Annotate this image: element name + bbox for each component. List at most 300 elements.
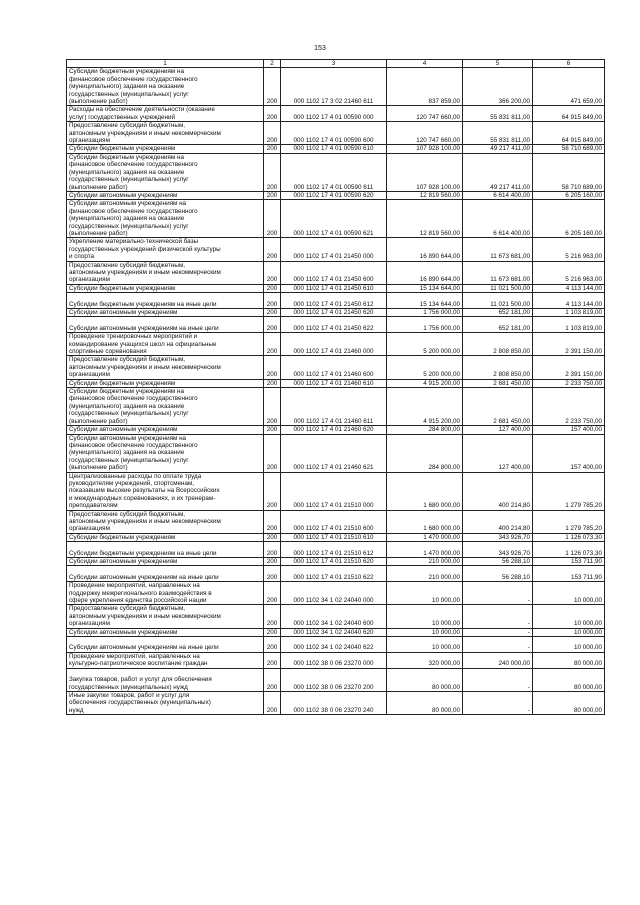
table-row xyxy=(67,510,605,533)
row-remaining-amount xyxy=(533,605,605,628)
row-classification-code-text: 000 1102 17 4 01 21510 612 xyxy=(293,549,374,557)
row-approved-amount xyxy=(387,145,463,153)
row-description xyxy=(67,200,264,238)
row-group-code-text: 200 xyxy=(266,660,278,668)
row-description-text: Укрепление материально-технической базы государственных учреждений физической культуры и спорта xyxy=(69,238,221,261)
table-row xyxy=(67,542,605,558)
row-approved-amount-text: 10 000,00 xyxy=(431,644,460,652)
row-remaining-amount-text: 10 000,00 xyxy=(573,628,602,636)
row-group-code-text: 200 xyxy=(266,183,278,191)
table-row xyxy=(67,628,605,636)
row-executed-amount-text: - xyxy=(527,644,530,652)
row-classification-code xyxy=(281,238,387,261)
row-executed-amount-text: - xyxy=(527,706,530,714)
row-group-code xyxy=(264,434,281,472)
row-classification-code-text: 000 1102 38 0 06 23270 200 xyxy=(293,683,374,691)
row-remaining-amount xyxy=(533,668,605,691)
row-description xyxy=(67,145,264,153)
row-executed-amount xyxy=(463,200,533,238)
row-executed-amount-text: 400 214,80 xyxy=(498,502,530,510)
row-executed-amount xyxy=(463,309,533,317)
row-approved-amount xyxy=(387,434,463,472)
row-description xyxy=(67,434,264,472)
row-remaining-amount-text: 2 391 150,00 xyxy=(565,371,602,379)
row-approved-amount xyxy=(387,582,463,605)
row-group-code-text: 200 xyxy=(266,379,278,387)
row-remaining-amount xyxy=(533,191,605,199)
row-approved-amount-text: 210 000,00 xyxy=(428,558,460,565)
row-group-code-text: 200 xyxy=(266,683,278,691)
row-executed-amount xyxy=(463,122,533,145)
row-approved-amount-text: 4 915 200,00 xyxy=(423,379,460,387)
row-approved-amount-text: 16 890 644,00 xyxy=(419,276,460,284)
row-group-code-text: 200 xyxy=(266,706,278,714)
row-remaining-amount-text: 58 710 689,00 xyxy=(561,183,602,191)
row-group-code xyxy=(264,309,281,317)
row-description-text: Субсидии бюджетным учреждениям на иные цели xyxy=(69,549,217,557)
row-classification-code xyxy=(281,293,387,309)
row-classification-code-text: 000 1102 17 4 01 21460 610 xyxy=(293,379,374,387)
row-description-text: Централизованные расходы по оплате труда руководителям учреждений, спортсменам, показавшим высокие результаты на Всероссийских и международных соревнованиях, и их тренерам- преподавателям xyxy=(69,472,220,510)
row-description-text: Субсидии бюджетным учреждениям на финансовое обеспечение государственного (муниципального) задания на оказание государственных (муниципальных) услуг (выполнение работ) xyxy=(69,68,198,106)
column-header-6: 6 xyxy=(533,60,605,68)
row-group-code-text: 200 xyxy=(266,533,278,541)
row-remaining-amount xyxy=(533,145,605,153)
row-remaining-amount xyxy=(533,106,605,122)
row-approved-amount xyxy=(387,691,463,714)
row-description-text: Предоставление субсидий бюджетным, автономным учреждениям и иным некоммерческим организациям xyxy=(69,261,221,284)
row-description-text: Субсидии автономным учреждениям xyxy=(69,426,178,434)
row-description-text: Субсидии бюджетным учреждениям xyxy=(69,145,176,153)
row-classification-code xyxy=(281,153,387,191)
row-group-code xyxy=(264,652,281,668)
row-classification-code xyxy=(281,566,387,582)
row-approved-amount xyxy=(387,191,463,199)
row-classification-code-text: 000 1102 17 4 01 21460 600 xyxy=(293,371,374,379)
row-approved-amount-text: 1 756 000,00 xyxy=(423,324,460,332)
row-remaining-amount xyxy=(533,628,605,636)
row-description-text: Предоставление субсидий бюджетным, автономным учреждениям и иным некоммерческим организациям xyxy=(69,510,221,533)
row-executed-amount-text: 6 614 400,00 xyxy=(493,191,530,199)
row-remaining-amount-text: 6 205 160,00 xyxy=(565,191,602,199)
row-description-text: Предоставление субсидий бюджетным, автономным учреждениям и иным некоммерческим организациям xyxy=(69,122,221,145)
row-executed-amount-text: - xyxy=(527,683,530,691)
row-description xyxy=(67,533,264,541)
row-executed-amount xyxy=(463,582,533,605)
row-group-code xyxy=(264,238,281,261)
column-header-2: 2 xyxy=(264,60,281,68)
row-approved-amount xyxy=(387,106,463,122)
row-group-code xyxy=(264,317,281,333)
row-classification-code xyxy=(281,691,387,714)
row-approved-amount xyxy=(387,542,463,558)
row-group-code xyxy=(264,106,281,122)
row-remaining-amount-text: 153 711,90 xyxy=(570,558,602,565)
row-description xyxy=(67,379,264,387)
row-description-text: Субсидии бюджетным учреждениям xyxy=(69,379,176,387)
table-row xyxy=(67,582,605,605)
row-remaining-amount-text: 2 233 750,00 xyxy=(565,417,602,425)
row-description-text: Субсидии бюджетным учреждениям xyxy=(69,533,176,541)
row-executed-amount-text: 127 400,00 xyxy=(498,426,530,434)
row-description xyxy=(67,309,264,317)
row-description xyxy=(67,106,264,122)
table-row xyxy=(67,668,605,691)
row-executed-amount-text: 2 808 850,00 xyxy=(493,371,530,379)
row-classification-code xyxy=(281,333,387,356)
row-group-code xyxy=(264,68,281,106)
row-remaining-amount xyxy=(533,379,605,387)
row-executed-amount xyxy=(463,426,533,434)
row-classification-code-text: 000 1102 17 4 01 21460 621 xyxy=(293,464,374,472)
table-row xyxy=(67,106,605,122)
row-group-code-text: 200 xyxy=(266,276,278,284)
row-description xyxy=(67,558,264,566)
table-row xyxy=(67,238,605,261)
table-row xyxy=(67,309,605,317)
row-remaining-amount xyxy=(533,200,605,238)
row-classification-code xyxy=(281,582,387,605)
row-description-text: Субсидии автономным учреждениям xyxy=(69,558,178,565)
row-executed-amount xyxy=(463,533,533,541)
row-group-code xyxy=(264,628,281,636)
table-row xyxy=(67,426,605,434)
row-classification-code xyxy=(281,533,387,541)
row-approved-amount xyxy=(387,356,463,379)
row-remaining-amount-text: 1 103 819,00 xyxy=(565,324,602,332)
row-classification-code-text: 000 1102 17 4 01 21450 610 xyxy=(293,284,374,292)
row-group-code-text: 200 xyxy=(266,549,278,557)
row-description-text: Субсидии автономным учреждениям на иные цели xyxy=(69,644,219,652)
row-group-code xyxy=(264,605,281,628)
table-row xyxy=(67,533,605,541)
row-classification-code xyxy=(281,510,387,533)
table-row xyxy=(67,379,605,387)
row-group-code-text: 200 xyxy=(266,502,278,510)
row-group-code-text: 200 xyxy=(266,426,278,434)
row-group-code xyxy=(264,191,281,199)
row-remaining-amount xyxy=(533,309,605,317)
row-description-text: Иные закупки товаров, работ и услуг для обеспечения государственных (муниципальных) нужд xyxy=(69,691,211,714)
row-description-text: Субсидии бюджетным учреждениям на иные цели xyxy=(69,300,217,308)
row-description xyxy=(67,652,264,668)
row-remaining-amount-text: 471 659,00 xyxy=(570,98,602,106)
row-classification-code-text: 000 1102 17 4 01 00590 611 xyxy=(293,183,374,191)
row-approved-amount-text: 12 819 560,00 xyxy=(419,229,460,237)
row-approved-amount-text: 1 680 000,00 xyxy=(423,502,460,510)
row-approved-amount xyxy=(387,293,463,309)
row-group-code xyxy=(264,122,281,145)
row-executed-amount xyxy=(463,145,533,153)
row-executed-amount-text: 11 021 500,00 xyxy=(490,284,530,292)
column-header-3: 3 xyxy=(281,60,387,68)
row-classification-code xyxy=(281,605,387,628)
row-classification-code xyxy=(281,356,387,379)
row-approved-amount-text: 4 915 200,00 xyxy=(423,417,460,425)
row-classification-code-text: 000 1102 34 1 02 24040 000 xyxy=(293,597,374,605)
row-remaining-amount xyxy=(533,153,605,191)
row-classification-code-text: 000 1102 17 4 01 21450 620 xyxy=(293,309,374,316)
row-approved-amount xyxy=(387,200,463,238)
row-remaining-amount xyxy=(533,582,605,605)
row-approved-amount xyxy=(387,558,463,566)
row-approved-amount-text: 284 800,00 xyxy=(428,464,460,472)
row-remaining-amount xyxy=(533,542,605,558)
row-approved-amount xyxy=(387,628,463,636)
row-classification-code-text: 000 1102 17 4 01 21450 000 xyxy=(293,253,374,261)
row-classification-code-text: 000 1102 17 4 01 21450 600 xyxy=(293,276,374,284)
row-executed-amount-text: 55 831 811,00 xyxy=(490,113,530,121)
row-approved-amount-text: 5 200 000,00 xyxy=(423,348,460,356)
row-classification-code xyxy=(281,637,387,653)
row-group-code-text: 200 xyxy=(266,253,278,261)
row-remaining-amount-text: 1 279 785,20 xyxy=(565,502,602,510)
row-classification-code-text: 000 1102 17 4 01 00590 620 xyxy=(293,191,374,199)
row-classification-code-text: 000 1102 17 3 02 21460 611 xyxy=(293,98,374,106)
row-remaining-amount-text: 80 000,00 xyxy=(573,683,602,691)
row-classification-code xyxy=(281,388,387,426)
row-group-code-text: 200 xyxy=(266,98,278,106)
row-group-code-text: 200 xyxy=(266,628,278,636)
row-description-text: Закупка товаров, работ и услуг для обеспечения государственных (муниципальных) нужд xyxy=(69,676,212,691)
table-row xyxy=(67,200,605,238)
row-description xyxy=(67,68,264,106)
row-group-code xyxy=(264,379,281,387)
row-remaining-amount xyxy=(533,533,605,541)
row-approved-amount xyxy=(387,388,463,426)
row-classification-code xyxy=(281,122,387,145)
row-group-code-text: 200 xyxy=(266,191,278,199)
row-group-code-text: 200 xyxy=(266,145,278,153)
row-description-text: Субсидии автономным учреждениям xyxy=(69,191,178,199)
row-executed-amount xyxy=(463,333,533,356)
row-executed-amount-text: 49 217 411,00 xyxy=(490,183,530,191)
row-classification-code-text: 000 1102 17 4 01 21510 600 xyxy=(293,525,374,533)
row-classification-code-text: 000 1102 17 4 01 21460 620 xyxy=(293,426,374,434)
row-description-text: Субсидии автономным учреждениям на иные цели xyxy=(69,324,219,332)
row-group-code xyxy=(264,356,281,379)
row-executed-amount-text: 366 200,00 xyxy=(498,98,530,106)
row-executed-amount xyxy=(463,434,533,472)
row-executed-amount xyxy=(463,637,533,653)
row-remaining-amount-text: 4 113 144,00 xyxy=(565,300,602,308)
row-executed-amount-text: 127 400,00 xyxy=(498,464,530,472)
row-executed-amount-text: 2 808 850,00 xyxy=(493,348,530,356)
row-executed-amount-text: 652 181,00 xyxy=(498,324,530,332)
row-description xyxy=(67,261,264,284)
row-group-code xyxy=(264,533,281,541)
row-classification-code xyxy=(281,317,387,333)
row-approved-amount-text: 107 928 100,00 xyxy=(416,145,460,153)
row-group-code-text: 200 xyxy=(266,113,278,121)
row-group-code-text: 200 xyxy=(266,309,278,316)
row-group-code xyxy=(264,558,281,566)
row-classification-code xyxy=(281,284,387,292)
row-group-code-text: 200 xyxy=(266,324,278,332)
row-remaining-amount xyxy=(533,472,605,510)
row-group-code xyxy=(264,333,281,356)
row-description xyxy=(67,542,264,558)
row-executed-amount xyxy=(463,628,533,636)
row-approved-amount-text: 15 134 644,00 xyxy=(419,300,460,308)
row-remaining-amount-text: 10 000,00 xyxy=(573,597,602,605)
row-classification-code-text: 000 1102 17 4 01 21450 622 xyxy=(293,324,374,332)
row-approved-amount-text: 120 747 660,00 xyxy=(416,113,460,121)
row-approved-amount-text: 10 000,00 xyxy=(431,620,460,628)
row-group-code xyxy=(264,293,281,309)
row-approved-amount-text: 837 859,00 xyxy=(428,98,460,106)
table-row xyxy=(67,145,605,153)
row-classification-code xyxy=(281,106,387,122)
table-row xyxy=(67,293,605,309)
row-group-code xyxy=(264,566,281,582)
row-remaining-amount-text: 10 000,00 xyxy=(573,644,602,652)
row-remaining-amount xyxy=(533,388,605,426)
row-group-code-text: 200 xyxy=(266,620,278,628)
row-description-text: Субсидии автономным учреждениям xyxy=(69,628,178,636)
row-approved-amount-text: 16 890 644,00 xyxy=(419,253,460,261)
row-description xyxy=(67,566,264,582)
row-classification-code xyxy=(281,191,387,199)
column-header-1: 1 xyxy=(67,60,264,68)
row-remaining-amount-text: 64 915 849,00 xyxy=(561,113,602,121)
row-classification-code-text: 000 1102 34 1 02 24040 622 xyxy=(293,644,374,652)
row-classification-code-text: 000 1102 17 4 01 21460 000 xyxy=(293,348,374,356)
row-remaining-amount-text: 64 915 849,00 xyxy=(561,137,602,145)
row-remaining-amount xyxy=(533,637,605,653)
row-description xyxy=(67,238,264,261)
row-executed-amount xyxy=(463,472,533,510)
row-classification-code-text: 000 1102 17 4 01 21460 611 xyxy=(293,417,374,425)
row-classification-code xyxy=(281,261,387,284)
row-executed-amount xyxy=(463,388,533,426)
row-remaining-amount-text: 157 400,00 xyxy=(570,426,602,434)
row-classification-code-text: 000 1102 17 4 01 00590 610 xyxy=(293,145,374,153)
row-group-code-text: 200 xyxy=(266,300,278,308)
row-classification-code-text: 000 1102 17 4 01 21510 620 xyxy=(293,558,374,565)
row-description-text: Субсидии автономным учреждениям на финансовое обеспечение государственного (муниципального) задания на оказание государственных (муниципальных) услуг (выполнение работ) xyxy=(69,434,198,472)
row-group-code xyxy=(264,145,281,153)
row-executed-amount xyxy=(463,191,533,199)
table-row xyxy=(67,68,605,106)
table-row xyxy=(67,284,605,292)
row-remaining-amount-text: 5 216 963,00 xyxy=(565,276,602,284)
row-approved-amount xyxy=(387,261,463,284)
row-approved-amount xyxy=(387,426,463,434)
row-remaining-amount xyxy=(533,293,605,309)
row-approved-amount-text: 120 747 660,00 xyxy=(416,137,460,145)
table-row xyxy=(67,566,605,582)
row-description-text: Расходы на обеспечение деятельности (оказание услуг) государственных учреждений xyxy=(69,106,215,121)
row-remaining-amount xyxy=(533,510,605,533)
row-remaining-amount xyxy=(533,333,605,356)
row-classification-code xyxy=(281,668,387,691)
row-remaining-amount-text: 1 279 785,20 xyxy=(565,525,602,533)
row-approved-amount-text: 1 470 000,00 xyxy=(423,549,460,557)
row-description-text: Субсидии бюджетным учреждениям на финансовое обеспечение государственного (муниципального) задания на оказание государственных (муниципальных) услуг (выполнение работ) xyxy=(69,388,198,425)
row-remaining-amount-text: 80 000,00 xyxy=(573,660,602,668)
row-description xyxy=(67,637,264,653)
row-approved-amount-text: 284 800,00 xyxy=(428,426,460,434)
row-classification-code-text: 000 1102 17 4 01 21510 000 xyxy=(293,502,374,510)
row-approved-amount-text: 1 756 000,00 xyxy=(423,309,460,316)
row-remaining-amount xyxy=(533,238,605,261)
row-executed-amount xyxy=(463,668,533,691)
row-executed-amount-text: 2 681 450,00 xyxy=(493,417,530,425)
row-approved-amount xyxy=(387,333,463,356)
row-approved-amount xyxy=(387,605,463,628)
row-executed-amount-text: 652 181,00 xyxy=(498,309,530,316)
row-description-text: Предоставление субсидий бюджетным, автономным учреждениям и иным некоммерческим организациям xyxy=(69,356,221,379)
row-remaining-amount-text: 6 205 160,00 xyxy=(565,229,602,237)
row-description xyxy=(67,122,264,145)
row-classification-code-text: 000 1102 38 0 06 23270 000 xyxy=(293,660,374,668)
row-executed-amount-text: 400 214,80 xyxy=(498,525,530,533)
row-approved-amount xyxy=(387,379,463,387)
row-description xyxy=(67,426,264,434)
row-remaining-amount-text: 2 233 750,00 xyxy=(565,379,602,387)
row-classification-code-text: 000 1102 17 4 01 00590 000 xyxy=(293,113,374,121)
row-description xyxy=(67,317,264,333)
row-group-code xyxy=(264,472,281,510)
row-description-text: Субсидии автономным учреждениям на иные цели xyxy=(69,573,219,581)
row-remaining-amount-text: 2 391 150,00 xyxy=(565,348,602,356)
row-approved-amount-text: 15 134 644,00 xyxy=(419,284,460,292)
row-group-code xyxy=(264,510,281,533)
row-approved-amount xyxy=(387,566,463,582)
row-group-code xyxy=(264,284,281,292)
row-remaining-amount xyxy=(533,356,605,379)
row-description xyxy=(67,628,264,636)
column-header-4: 4 xyxy=(387,60,463,68)
row-remaining-amount-text: 4 113 144,00 xyxy=(565,284,602,292)
row-description xyxy=(67,510,264,533)
row-description-text: Предоставление субсидий бюджетным, автономным учреждениям и иным некоммерческим организациям xyxy=(69,605,221,628)
row-description xyxy=(67,472,264,510)
row-executed-amount xyxy=(463,510,533,533)
row-group-code xyxy=(264,637,281,653)
row-classification-code xyxy=(281,434,387,472)
row-classification-code-text: 000 1102 17 4 01 21510 610 xyxy=(293,533,374,541)
row-approved-amount-text: 1 470 000,00 xyxy=(423,533,460,541)
page-number: 153 xyxy=(314,45,326,52)
row-executed-amount-text: 11 673 681,00 xyxy=(490,253,530,261)
row-description xyxy=(67,356,264,379)
row-description xyxy=(67,582,264,605)
row-executed-amount xyxy=(463,691,533,714)
row-group-code-text: 200 xyxy=(266,284,278,292)
row-executed-amount-text: 56 288,10 xyxy=(501,558,530,565)
row-approved-amount-text: 10 000,00 xyxy=(431,628,460,636)
row-description-text: Проведение тренировочных мероприятий и командирование учащихся школ на официальные спортивные соревнования xyxy=(69,333,217,356)
row-classification-code xyxy=(281,426,387,434)
table-row xyxy=(67,191,605,199)
row-remaining-amount-text: 10 000,00 xyxy=(573,620,602,628)
row-classification-code xyxy=(281,309,387,317)
column-header-5: 5 xyxy=(463,60,533,68)
row-executed-amount-text: - xyxy=(527,597,530,605)
budget-table xyxy=(66,59,605,715)
row-group-code-text: 200 xyxy=(266,644,278,652)
table-row xyxy=(67,388,605,426)
table-row xyxy=(67,434,605,472)
row-approved-amount xyxy=(387,317,463,333)
row-description-text: Субсидии автономным учреждениям xyxy=(69,309,178,316)
row-remaining-amount-text: 5 216 963,00 xyxy=(565,253,602,261)
row-remaining-amount-text: 1 126 073,30 xyxy=(565,549,602,557)
row-remaining-amount xyxy=(533,426,605,434)
table-row xyxy=(67,317,605,333)
